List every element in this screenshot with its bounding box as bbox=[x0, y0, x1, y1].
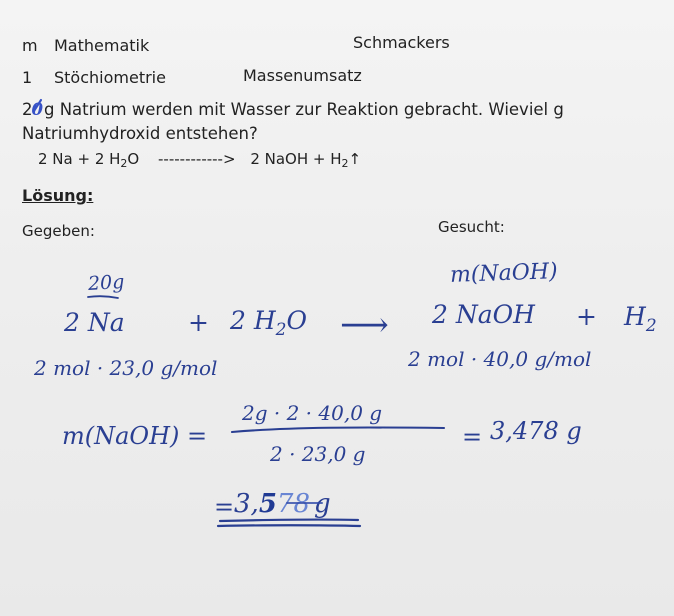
task-line-1 bbox=[22, 100, 564, 119]
handwritten-sought-mass: m(NaOH) bbox=[449, 259, 559, 288]
handwritten-calc-denominator: 2 · 23,0 g bbox=[270, 442, 366, 466]
task-line-1-rest: g Natrium werden mit Wasser zur Reaktion gebracht. Wieviel g bbox=[43, 100, 564, 119]
handwritten-molar-left: 2 mol · 23,0 g/mol bbox=[34, 356, 218, 380]
equation-arrow: ------------> bbox=[158, 150, 236, 168]
handwritten-molar-right: 2 mol · 40,0 g/mol bbox=[408, 347, 592, 371]
final-result-prefix: 3, bbox=[234, 489, 259, 519]
given-label: Gegeben: bbox=[22, 222, 95, 240]
subject-title: Mathematik bbox=[54, 36, 150, 55]
task-equation bbox=[38, 150, 361, 170]
handwritten-water-main: 2 H bbox=[230, 306, 276, 335]
handwritten-h2 bbox=[624, 302, 657, 336]
handwritten-plus-2: + bbox=[576, 302, 597, 331]
task-line-2: Natriumhydroxid entstehen? bbox=[22, 124, 258, 143]
final-result-struck: 78 bbox=[276, 489, 310, 519]
topic-title: Stöchiometrie bbox=[54, 68, 166, 87]
handwritten-calc-lhs: m(NaOH) = bbox=[62, 422, 208, 450]
handwritten-water-tail: O bbox=[286, 306, 307, 335]
handwritten-reaction-arrow: ⟶ bbox=[340, 305, 389, 345]
given-mass-underline bbox=[88, 296, 118, 298]
final-underline-2 bbox=[218, 525, 360, 526]
handwritten-plus-1: + bbox=[188, 308, 209, 337]
handwritten-given-mass: 20g bbox=[87, 271, 125, 295]
final-result-unit: g bbox=[314, 489, 331, 519]
equation-left-tail: O bbox=[127, 150, 140, 168]
final-underline-1 bbox=[220, 520, 358, 521]
topic-number: 1 bbox=[22, 68, 33, 87]
handwritten-calc-result: 3,478 g bbox=[490, 417, 582, 445]
handwritten-h2-main: H bbox=[624, 302, 646, 331]
solution-heading: Lösung: bbox=[22, 186, 94, 205]
handwritten-water-sub: 2 bbox=[275, 320, 287, 340]
handwritten-final-equals: = bbox=[214, 493, 235, 521]
equation-right-tail: ↑ bbox=[348, 150, 362, 168]
handwritten-h2-sub: 2 bbox=[645, 316, 657, 336]
subtopic-title: Massenumsatz bbox=[243, 66, 362, 85]
equation-right-subscript: 2 bbox=[341, 157, 349, 170]
handwritten-calc-equals: = bbox=[462, 423, 483, 451]
handwritten-calc-numerator: 2g · 2 · 40,0 g bbox=[242, 401, 383, 425]
equation-left: 2 Na + 2 H bbox=[38, 150, 121, 168]
handwritten-water bbox=[230, 306, 307, 340]
fraction-bar bbox=[232, 427, 444, 432]
task-prefix: 2 bbox=[22, 100, 33, 119]
subject-code: m bbox=[22, 36, 38, 55]
author-name: Schmackers bbox=[353, 33, 450, 52]
handwritten-naoh: 2 NaOH bbox=[432, 300, 535, 329]
task-corrected-digit: 0 bbox=[31, 100, 43, 119]
sought-label: Gesucht: bbox=[438, 218, 505, 236]
handwritten-final-result bbox=[234, 489, 331, 519]
equation-right: 2 NaOH + H bbox=[250, 150, 342, 168]
equation-left-subscript: 2 bbox=[120, 157, 128, 170]
final-result-digit: 5 bbox=[258, 489, 277, 519]
handwritten-reaction-na: 2 Na bbox=[64, 308, 125, 337]
